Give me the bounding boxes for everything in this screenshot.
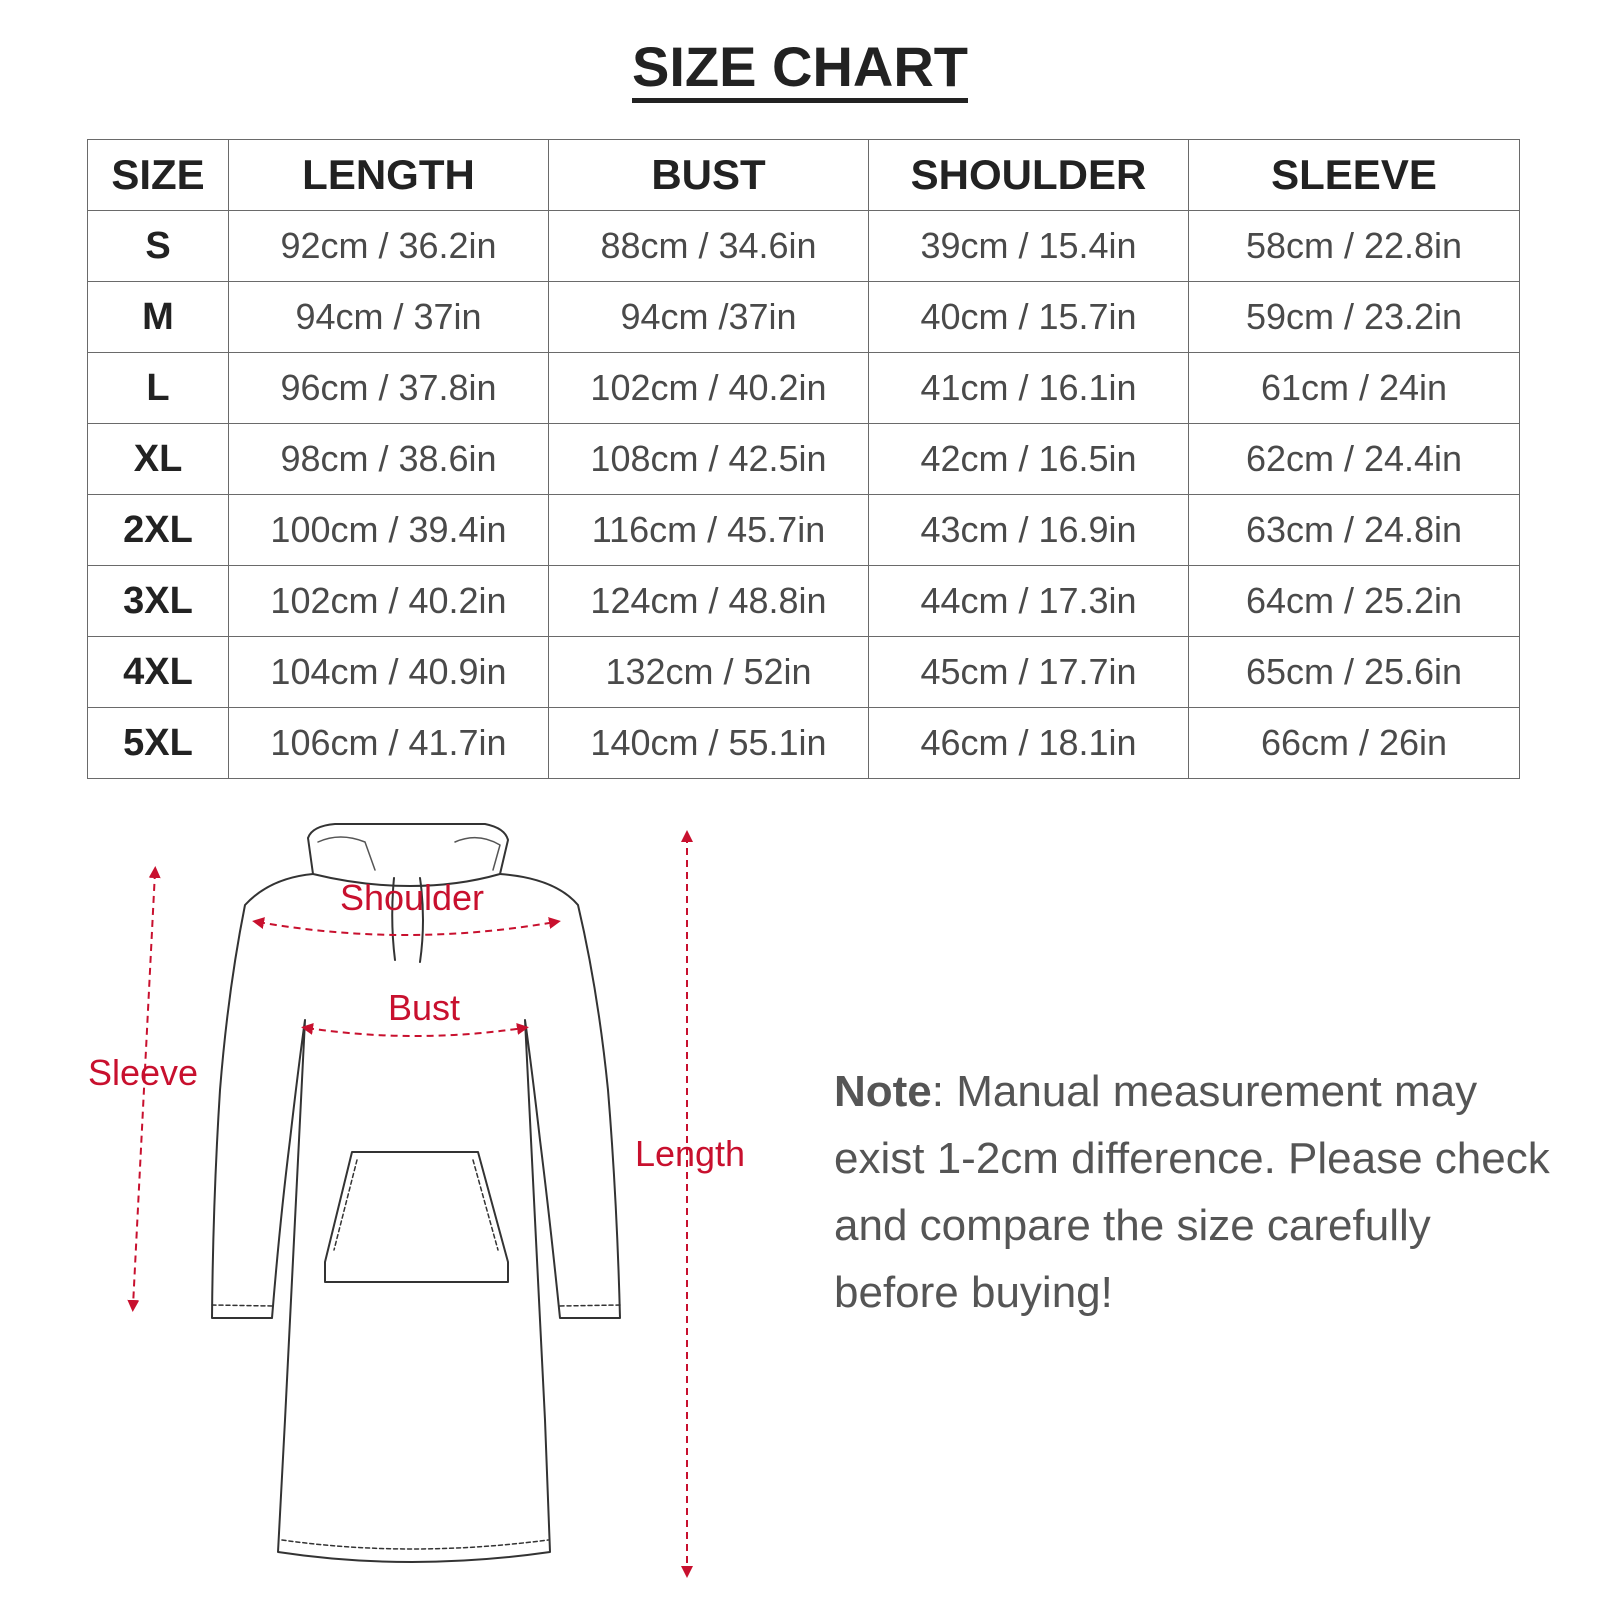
- length-cell: 98cm / 38.6in: [229, 424, 549, 495]
- header-bust: BUST: [549, 140, 869, 211]
- shoulder-cell: 45cm / 17.7in: [869, 637, 1189, 708]
- header-length: LENGTH: [229, 140, 549, 211]
- sleeve-cell: 61cm / 24in: [1189, 353, 1520, 424]
- page-title: [0, 36, 1600, 103]
- table-header-row: [88, 140, 1520, 211]
- shoulder-cell: 39cm / 15.4in: [869, 211, 1189, 282]
- length-cell: 100cm / 39.4in: [229, 495, 549, 566]
- garment-diagram: [0, 800, 800, 1600]
- shoulder-cell: 41cm / 16.1in: [869, 353, 1189, 424]
- size-cell: XL: [88, 424, 229, 495]
- pocket-outline: [325, 1152, 508, 1282]
- sleeve-label: Sleeve: [87, 1052, 199, 1093]
- sleeve-cell: 66cm / 26in: [1189, 708, 1520, 779]
- shoulder-cell: 44cm / 17.3in: [869, 566, 1189, 637]
- bust-label: Bust: [387, 987, 461, 1028]
- sleeve-cuff-right: [560, 1305, 620, 1306]
- length-cell: 104cm / 40.9in: [229, 637, 549, 708]
- table-row: [88, 424, 1520, 495]
- header-sleeve: SLEEVE: [1189, 140, 1520, 211]
- bust-cell: 140cm / 55.1in: [549, 708, 869, 779]
- table-row: [88, 211, 1520, 282]
- length-cell: 106cm / 41.7in: [229, 708, 549, 779]
- bust-cell: 102cm / 40.2in: [549, 353, 869, 424]
- dress-body-outline: [212, 874, 620, 1562]
- size-cell: L: [88, 353, 229, 424]
- measurement-lines: [133, 836, 687, 1572]
- shoulder-label: Shoulder: [339, 877, 485, 918]
- hem-stitch: [282, 1540, 548, 1549]
- length-cell: 94cm / 37in: [229, 282, 549, 353]
- note-text: : Manual measurement may exist 1-2cm difference. Please check and compare the size carefully before buying!: [834, 1067, 1550, 1317]
- table-row: [88, 708, 1520, 779]
- table-row: [88, 637, 1520, 708]
- length-cell: 96cm / 37.8in: [229, 353, 549, 424]
- hood-lining: [318, 837, 500, 870]
- shoulder-cell: 42cm / 16.5in: [869, 424, 1189, 495]
- bust-cell: 88cm / 34.6in: [549, 211, 869, 282]
- shoulder-cell: 46cm / 18.1in: [869, 708, 1189, 779]
- sleeve-cuff-left: [212, 1305, 272, 1306]
- size-cell: 4XL: [88, 637, 229, 708]
- sleeve-cell: 58cm / 22.8in: [1189, 211, 1520, 282]
- sleeve-cell: 63cm / 24.8in: [1189, 495, 1520, 566]
- bust-cell: 124cm / 48.8in: [549, 566, 869, 637]
- length-cell: 92cm / 36.2in: [229, 211, 549, 282]
- table-row: [88, 353, 1520, 424]
- shoulder-cell: 43cm / 16.9in: [869, 495, 1189, 566]
- bust-cell: 116cm / 45.7in: [549, 495, 869, 566]
- size-cell: M: [88, 282, 229, 353]
- size-cell: 2XL: [88, 495, 229, 566]
- sleeve-cell: 59cm / 23.2in: [1189, 282, 1520, 353]
- bust-cell: 132cm / 52in: [549, 637, 869, 708]
- size-chart-heading: SIZE CHART: [632, 36, 968, 103]
- bust-cell: 94cm /37in: [549, 282, 869, 353]
- sleeve-cell: 62cm / 24.4in: [1189, 424, 1520, 495]
- pocket-stitch: [334, 1160, 498, 1250]
- measurement-note: [834, 1058, 1554, 1326]
- bust-measure-line: [307, 1028, 523, 1036]
- sleeve-cell: 65cm / 25.6in: [1189, 637, 1520, 708]
- size-cell: S: [88, 211, 229, 282]
- length-label: Length: [634, 1133, 746, 1174]
- size-cell: 5XL: [88, 708, 229, 779]
- table-row: [88, 495, 1520, 566]
- sleeve-cell: 64cm / 25.2in: [1189, 566, 1520, 637]
- table-row: [88, 566, 1520, 637]
- shoulder-cell: 40cm / 15.7in: [869, 282, 1189, 353]
- shoulder-measure-line: [258, 922, 555, 935]
- bust-cell: 108cm / 42.5in: [549, 424, 869, 495]
- size-cell: 3XL: [88, 566, 229, 637]
- header-shoulder: SHOULDER: [869, 140, 1189, 211]
- table-row: [88, 282, 1520, 353]
- size-table: [87, 139, 1520, 779]
- header-size: SIZE: [88, 140, 229, 211]
- length-cell: 102cm / 40.2in: [229, 566, 549, 637]
- note-label: Note: [834, 1067, 932, 1116]
